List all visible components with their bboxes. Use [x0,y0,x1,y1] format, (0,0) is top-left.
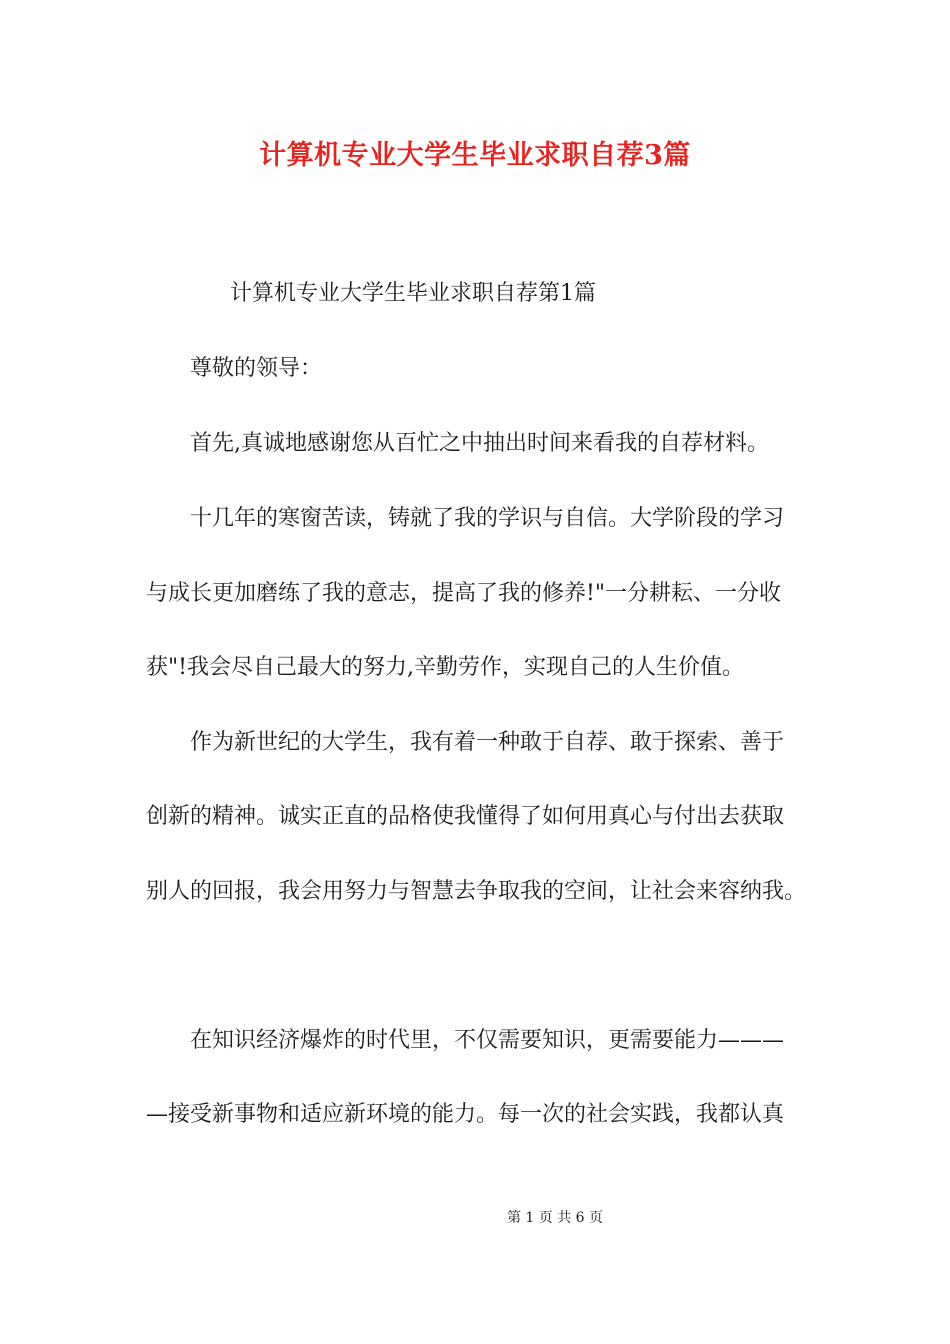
paragraph-line: 作为新世纪的大学生，我有着一种敢于自荐、敢于探索、善于 [190,730,785,755]
paragraph-line: —接受新事物和适应新环境的能力。每一次的社会实践，我都认真 [146,1102,785,1127]
paragraph-line: 别人的回报，我会用努力与智慧去争取我的空间，让社会来容纳我。 [146,879,807,904]
salutation: 尊敬的领导： [190,356,323,381]
paragraph-line: 创新的精神。诚实正直的品格使我懂得了如何用真心与付出去获取 [146,804,785,829]
document-title: 计算机专业大学生毕业求职自荐3篇 [259,140,691,171]
paragraph-line: 获"!我会尽自己最大的努力,辛勤劳作，实现自己的人生价值。 [146,655,744,680]
paragraph-line: 十几年的寒窗苦读，铸就了我的学识与自信。大学阶段的学习 [190,506,785,531]
paragraph-line: 与成长更加磨练了我的意志，提高了我的修养!"一分耕耘、一分收 [146,581,781,606]
paragraph-line: 在知识经济爆炸的时代里，不仅需要知识，更需要能力——— [190,1028,785,1053]
paragraph-line: 首先,真诚地感谢您从百忙之中抽出时间来看我的自荐材料。 [190,431,769,456]
section-heading: 计算机专业大学生毕业求职自荐第1篇 [230,281,596,306]
page-number: 第 1 页 共 6 页 [506,1210,604,1226]
